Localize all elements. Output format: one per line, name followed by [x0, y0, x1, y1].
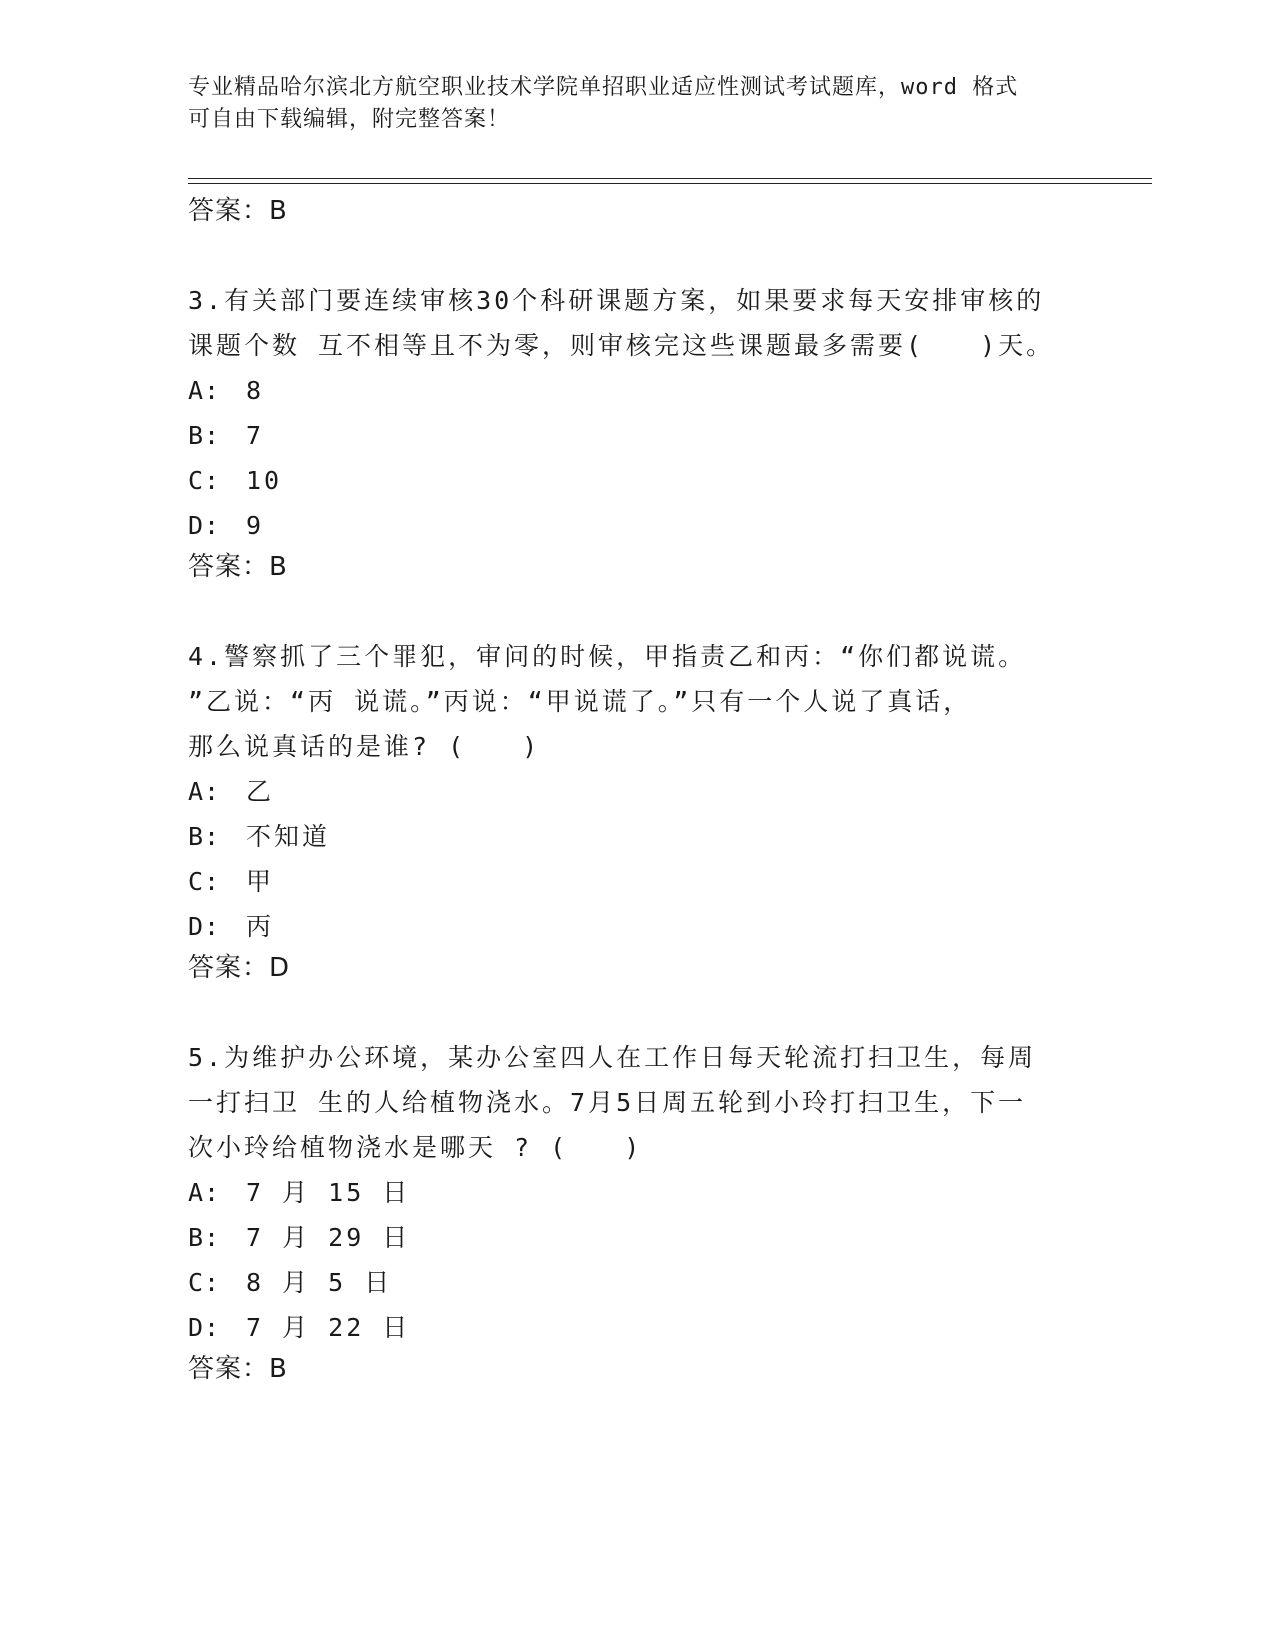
option-value: 丙 [246, 912, 275, 941]
question-block [188, 278, 1088, 586]
answer-line: 答案：B [188, 1354, 288, 1384]
question-line: 课题个数 互不相等且不为零，则审核完这些课题最多需要( )天。 [188, 331, 1055, 360]
option-value: 8 [246, 376, 265, 405]
option-c [188, 859, 1088, 904]
option-key: B: [188, 1223, 221, 1252]
option-value: 甲 [246, 867, 275, 896]
option-key: C: [188, 466, 221, 495]
question-line: 那么说真话的是谁? ( ) [188, 732, 541, 761]
question-line: 3.有关部门要连续审核30个科研课题方案，如果要求每天安排审核的 [188, 286, 1045, 315]
option-a [188, 1170, 1088, 1215]
header-divider-top [188, 178, 1152, 179]
option-value: 9 [246, 511, 265, 540]
header-line-2: 可自由下载编辑，附完整答案！ [188, 107, 511, 132]
answer-line: 答案：D [188, 953, 291, 983]
option-value: 10 [246, 466, 283, 495]
question-line: 次小玲给植物浇水是哪天 ? ( ) [188, 1133, 643, 1162]
question-block [188, 634, 1088, 987]
option-key: A: [188, 1178, 221, 1207]
option-a [188, 368, 1088, 413]
option-value: 7 月 22 日 [246, 1313, 411, 1342]
option-d [188, 503, 1088, 548]
option-key: D: [188, 1313, 221, 1342]
option-key: C: [188, 1268, 221, 1297]
option-key: B: [188, 822, 221, 851]
question-line: 5.为维护办公环境，某办公室四人在工作日每天轮流打扫卫生，每周 [188, 1043, 1037, 1072]
option-value: 不知道 [246, 822, 331, 851]
option-d [188, 1305, 1088, 1350]
option-a [188, 769, 1088, 814]
option-key: A: [188, 777, 221, 806]
option-value: 7 月 15 日 [246, 1178, 411, 1207]
question-line: ”乙说：“丙 说谎。”丙说：“甲说谎了。”只有一个人说了真话， [188, 687, 972, 716]
option-key: C: [188, 867, 221, 896]
question-line: 一打扫卫 生的人给植物浇水。7月5日周五轮到小玲打扫卫生，下一 [188, 1088, 1027, 1117]
answer-line: 答案：B [188, 552, 288, 582]
option-c [188, 458, 1088, 503]
answer-line: 答案：B [188, 196, 288, 226]
header-divider-bottom [188, 183, 1152, 184]
option-d [188, 904, 1088, 949]
document-body [188, 192, 1088, 1436]
option-key: D: [188, 511, 221, 540]
option-value: 7 月 29 日 [246, 1223, 411, 1252]
option-key: B: [188, 421, 221, 450]
header-line-1: 专业精品哈尔滨北方航空职业技术学院单招职业适应性测试考试题库，word 格式 [188, 75, 1019, 100]
option-value: 乙 [246, 777, 275, 806]
option-b [188, 814, 1088, 859]
option-value: 7 [246, 421, 265, 450]
option-key: A: [188, 376, 221, 405]
document-header [188, 72, 1088, 136]
option-key: D: [188, 912, 221, 941]
question-block [188, 1035, 1088, 1388]
option-value: 8 月 5 日 [246, 1268, 393, 1297]
question-line: 4.警察抓了三个罪犯，审问的时候，甲指责乙和丙：“你们都说谎。 [188, 642, 1027, 671]
option-b [188, 1215, 1088, 1260]
option-c [188, 1260, 1088, 1305]
option-b [188, 413, 1088, 458]
